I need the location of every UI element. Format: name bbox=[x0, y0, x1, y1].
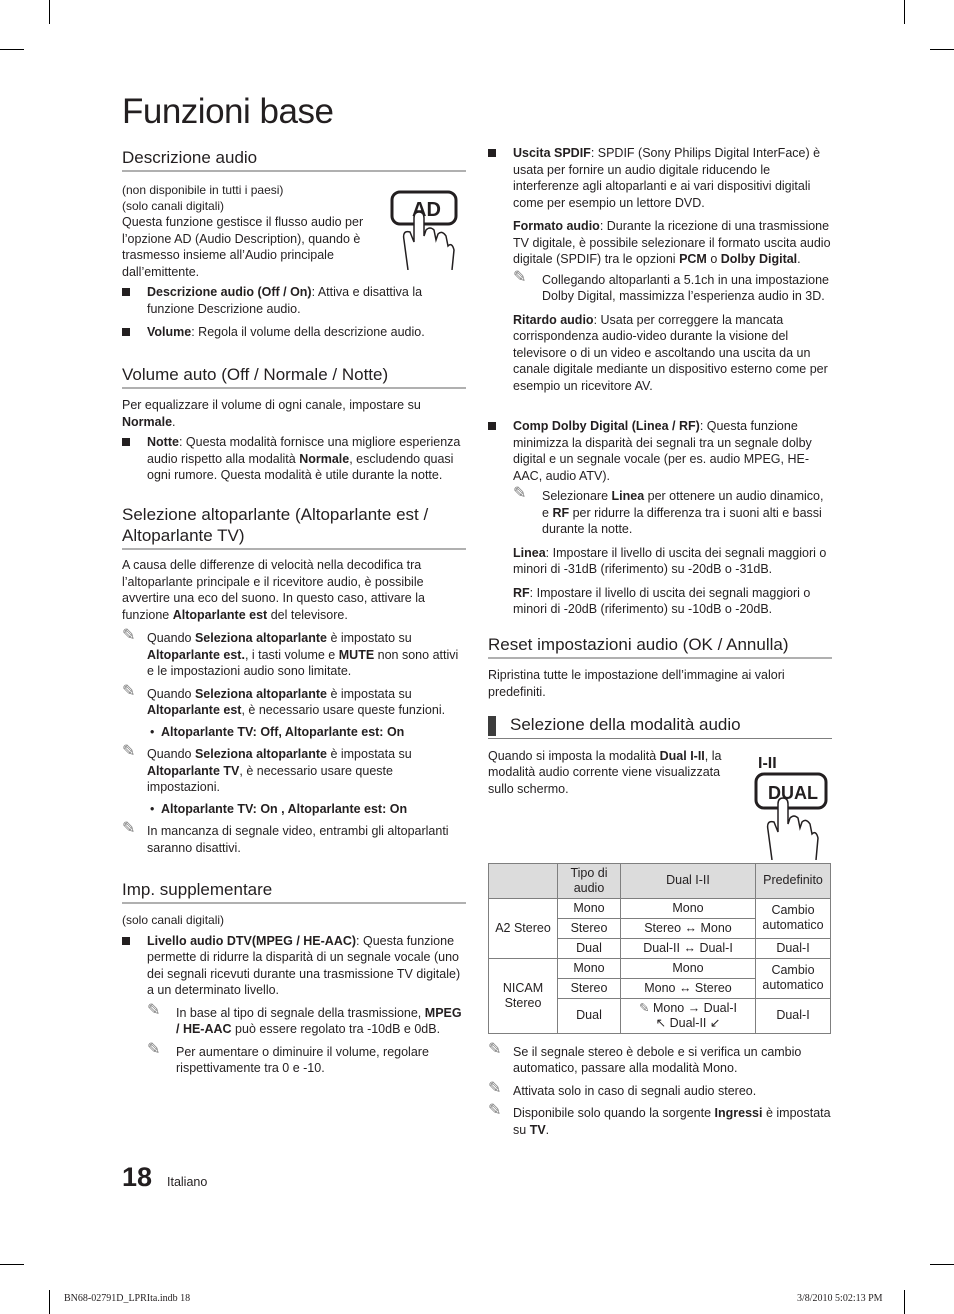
table-row bbox=[489, 863, 831, 898]
pencil-icon: ✎ bbox=[122, 743, 136, 760]
table-cell: Stereo ↔ Mono bbox=[621, 918, 756, 938]
note-item: ✎ Selezionare Linea per ottenere un audio dinamico, e RF per ridurre la differenza tra i suoni alti e bassi durante la notte. bbox=[513, 485, 824, 536]
availability-note: (non disponibile in tutti i paesi) bbox=[122, 183, 284, 197]
pencil-icon: ✎ bbox=[638, 1000, 650, 1015]
section-text: Quando si imposta la modalità Dual I-II, la modalità audio corrente viene visualizzata sullo schermo. bbox=[488, 748, 722, 796]
bullet-dot: • bbox=[150, 801, 155, 816]
section-heading: Imp. supplementare bbox=[122, 879, 466, 904]
table-cell: Mono bbox=[621, 898, 756, 918]
page-number: 18 bbox=[122, 1162, 153, 1192]
heading-accent bbox=[488, 716, 496, 736]
crop-mark bbox=[49, 1290, 50, 1314]
section-text: Per equalizzare il volume di ogni canale, impostare su Normale. bbox=[122, 398, 421, 429]
audio-mode-table bbox=[488, 863, 831, 1034]
bullet-square bbox=[122, 438, 130, 446]
note-item: ✎ Quando Seleziona altoparlante è impostato su Altoparlante est., i tasti volume e MUTE non sono attivi e le impostazioni audio sono limitate. bbox=[122, 627, 459, 678]
delay-paragraph: Ritardo audio: Usata per correggere la mancata corrispondenza audio-video durante la visione del televisore o di un video e ascoltando una uscita da un canale digitale mediante un dispositivo esterno come per esempio un ricevitore AV. bbox=[513, 312, 828, 393]
table-cell: Dual-I bbox=[756, 938, 831, 958]
note-item: ✎ Se il segnale stereo è debole e si verifica un cambio automatico, passare alla modalità Mono. bbox=[488, 1040, 802, 1076]
table-cell: Stereo bbox=[558, 978, 621, 998]
table-cell: Mono bbox=[558, 898, 621, 918]
table-cell: ✎ Mono → Dual-I ↖ Dual-II ↙ bbox=[621, 998, 756, 1033]
item-label: Volume bbox=[147, 325, 192, 339]
table-cell: Dual-I bbox=[756, 998, 831, 1033]
dual-top-label: I-II bbox=[758, 754, 777, 772]
section-reset-audio bbox=[488, 634, 832, 700]
table-cell: Dual-II ↔ Dual-I bbox=[621, 938, 756, 958]
bullet-square bbox=[122, 328, 130, 336]
pencil-icon: ✎ bbox=[122, 682, 136, 700]
list-item bbox=[122, 284, 466, 317]
pencil-icon: ✎ bbox=[147, 1001, 161, 1019]
crop-mark bbox=[930, 1264, 954, 1265]
svg-text:AD: AD bbox=[412, 199, 441, 221]
table-cell: A2 Stereo bbox=[489, 898, 558, 958]
language-label: Italiano bbox=[167, 1175, 208, 1189]
format-paragraph: Formato audio: Durante la ricezione di una trasmissione TV digitale, è possibile selezionare il formato uscita audio digitale (SPDIF) tra le opzioni PCM o Dolby Digital. bbox=[513, 219, 831, 266]
table-cell: Mono bbox=[558, 958, 621, 978]
crop-mark bbox=[0, 49, 24, 50]
list-item: Comp Dolby Digital (Linea / RF): Questa funzione minimizza la disparità dei segnali tra un segnale dolby digital e un segnale vocale (per es. audio MPEG, HE-AAC, audio ATV). bbox=[488, 418, 832, 484]
dot-item: • Altoparlante TV: Off, Altoparlante est: On bbox=[150, 724, 405, 739]
bullet-square bbox=[122, 937, 130, 945]
item-text: : Regola il volume della descrizione audio. bbox=[191, 325, 425, 339]
section-text: A causa delle differenze di velocità nella decodifica tra l’altoparlante principale e il ricevitore audio, è possibile avvertire una eco del suono. In questo caso, attivare la funzione Altoparlante est del televisore. bbox=[122, 558, 425, 622]
table-cell: Dual bbox=[558, 938, 621, 958]
table-cell: NICAM Stereo bbox=[489, 958, 558, 1033]
section-spdif bbox=[488, 145, 832, 394]
linea-paragraph: Linea: Impostare il livello di uscita dei segnali maggiori o minori di -31dB (riferimento) su -20dB o -31dB. bbox=[513, 545, 827, 576]
table-header-cell: Dual I-II bbox=[621, 863, 756, 898]
note-item: ✎ Attivata solo in caso di segnali audio stereo. bbox=[488, 1079, 757, 1098]
table-cell: Dual bbox=[558, 998, 621, 1033]
bullet-dot: • bbox=[150, 724, 155, 739]
print-slug-file: BN68-02791D_LPRIta.indb 18 bbox=[64, 1293, 191, 1304]
table-header-cell: Tipo di audio bbox=[558, 863, 621, 898]
digital-only-note: (solo canali digitali) bbox=[122, 199, 225, 213]
crop-mark bbox=[930, 49, 954, 50]
note-item: ✎ Quando Seleziona altoparlante è impostata su Altoparlante est, è necessario usare queste funzioni. bbox=[122, 682, 446, 717]
section-heading: Reset impostazioni audio (OK / Annulla) bbox=[488, 634, 832, 659]
crop-mark bbox=[49, 0, 50, 24]
table-row bbox=[489, 958, 831, 978]
table-header-cell: Predefinito bbox=[756, 863, 831, 898]
ad-button-hand-icon bbox=[390, 190, 460, 270]
table-cell: Cambio automatico bbox=[756, 898, 831, 938]
list-item bbox=[122, 324, 466, 341]
pencil-icon: ✎ bbox=[488, 1102, 502, 1120]
section-text: Ripristina tutte le impostazione dell’immagine ai valori predefiniti. bbox=[488, 668, 785, 699]
bullet-square bbox=[488, 149, 496, 157]
dual-label: DUAL bbox=[768, 782, 818, 803]
bullet-square bbox=[122, 288, 130, 296]
section-modalita-audio bbox=[488, 714, 832, 1138]
section-imp-supplementare bbox=[122, 879, 466, 1077]
note-item: ✎ Quando Seleziona altoparlante è impostata su Altoparlante TV, è necessario usare queste impostazioni. bbox=[122, 743, 412, 794]
note-item: ✎ Disponibile solo quando la sorgente Ingressi è impostata su TV. bbox=[488, 1102, 831, 1137]
dual-button-hand-icon bbox=[754, 750, 830, 860]
list-item: Livello audio DTV(MPEG / HE-AAC): Questa funzione permette di ridurre la disparità di un segnale vocale (uno dei segnali ricevuti durante una trasmissione TV digitale) a un determinato livello. bbox=[122, 933, 466, 999]
page-title: Funzioni base bbox=[122, 92, 334, 131]
pencil-icon: ✎ bbox=[513, 268, 527, 286]
bullet-square bbox=[488, 422, 496, 430]
section-heading: Selezione altoparlante (Altoparlante est / Altoparlante TV) bbox=[122, 504, 466, 550]
table-row bbox=[489, 898, 831, 918]
print-slug-date: 3/8/2010 5:02:13 PM bbox=[797, 1293, 883, 1304]
item-label: Descrizione audio (Off / On) bbox=[147, 285, 312, 299]
section-selezione-altoparlante bbox=[122, 504, 466, 856]
pencil-icon: ✎ bbox=[488, 1040, 502, 1058]
section-descrizione-audio bbox=[122, 147, 466, 341]
table-cell: Mono ↔ Stereo bbox=[621, 978, 756, 998]
dot-item: • Altoparlante TV: On , Altoparlante est: On bbox=[150, 801, 408, 816]
section-heading: Selezione della modalità audio bbox=[488, 714, 832, 739]
item-text: : Attiva e disattiva la funzione Descrizione audio. bbox=[147, 285, 423, 316]
table-cell: Stereo bbox=[558, 918, 621, 938]
description-text: Questa funzione gestisce il flusso audio per l’opzione AD (Audio Description), quando è trasmesso insieme all’Audio principale dall’emittente. bbox=[122, 215, 364, 279]
crop-mark bbox=[904, 0, 905, 24]
digital-only-note: (solo canali digitali) bbox=[122, 913, 225, 927]
pencil-icon: ✎ bbox=[488, 1079, 502, 1097]
pencil-icon: ✎ bbox=[147, 1040, 161, 1058]
table-cell: Mono bbox=[621, 958, 756, 978]
section-heading: Descrizione audio bbox=[122, 147, 466, 172]
crop-mark bbox=[0, 1264, 24, 1265]
pencil-icon: ✎ bbox=[122, 627, 136, 644]
table-header-cell bbox=[489, 863, 558, 898]
pencil-icon: ✎ bbox=[122, 820, 136, 837]
note-item: ✎ Per aumentare o diminuire il volume, regolare rispettivamente tra 0 e -10. bbox=[147, 1040, 429, 1075]
section-volume-auto bbox=[122, 364, 466, 484]
section-heading: Volume auto (Off / Normale / Notte) bbox=[122, 364, 466, 389]
pencil-icon: ✎ bbox=[513, 485, 527, 502]
crop-mark bbox=[904, 1290, 905, 1314]
note-item: ✎ In base al tipo di segnale della trasmissione, MPEG / HE-AAC può essere regolato tra -10dB e 0dB. bbox=[147, 1001, 462, 1036]
list-item: Notte: Questa modalità fornisce una migliore esperienza audio rispetto alla modalità Normale, escludendo quasi ogni rumore. Questa modalità è utile durante la notte. bbox=[122, 434, 466, 484]
note-item: ✎ Collegando altoparlanti a 5.1ch in una impostazione Dolby Digital, massimizza l’esperienza audio in 3D. bbox=[513, 268, 829, 303]
rf-paragraph: RF: Impostare il livello di uscita dei segnali maggiori o minori di -20dB (riferimento) su -10dB o -20dB. bbox=[513, 585, 811, 616]
note-item: ✎ In mancanza di segnale video, entrambi gli altoparlanti saranno disattivi. bbox=[122, 820, 449, 855]
section-comp-dolby bbox=[488, 418, 832, 618]
list-item: Uscita SPDIF: SPDIF (Sony Philips Digital InterFace) è usata per fornire un audio digitale riducendo le interferenze agli altoparlanti e ai vari dispositivi digitali come per esempio un lettore DVD. bbox=[488, 145, 832, 211]
table-cell: Cambio automatico bbox=[756, 958, 831, 998]
